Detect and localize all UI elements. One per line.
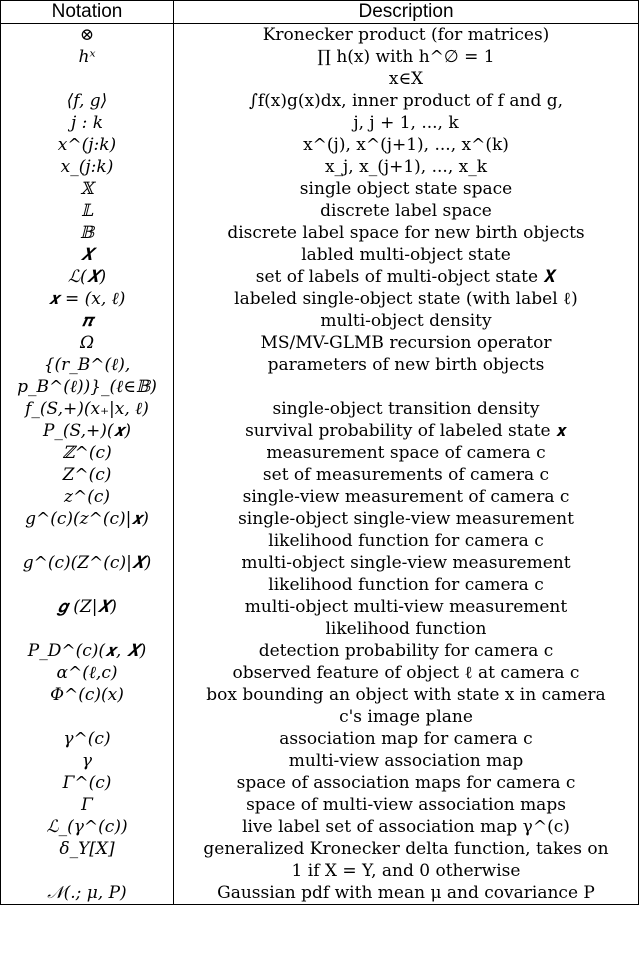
table-row [1,596,639,640]
description-line: x^(j), x^(j+1), ..., x^(k) [303,135,509,155]
notation-description [174,222,639,244]
notation-symbol: x_(j:k) [1,156,174,178]
description-line: single object state space [299,179,513,199]
description-line: detection probability for camera c [258,641,554,661]
notation-description [174,90,639,112]
notation-description [174,178,639,200]
description-line: observed feature of object ℓ at camera c [232,663,580,683]
notation-description [174,508,639,552]
description-line: association map for camera c [279,729,533,749]
notation-symbol: Φ^(c)(x) [1,684,174,728]
notation-symbol: γ^(c) [1,728,174,750]
notation-symbol: Γ^(c) [1,772,174,794]
table-row [1,882,639,905]
table-row [1,156,639,178]
description-line: x∈X [388,69,424,89]
notation-description [174,354,639,398]
notation-symbol: δ_Y[X] [1,838,174,882]
description-line: likelihood function [325,619,487,639]
notation-symbol: ⟨f, g⟩ [1,90,174,112]
table-row [1,794,639,816]
table-row [1,24,639,47]
notation-description [174,420,639,442]
table-row [1,420,639,442]
description-line: likelihood function for camera c [268,531,544,551]
description-line: MS/MV-GLMB recursion operator [260,333,552,353]
description-line: generalized Kronecker delta function, takes on [203,839,609,859]
table-row [1,464,639,486]
notation-symbol: P_D^(c)(𝒙, 𝑿) [1,640,174,662]
notation-description [174,662,639,684]
description-line: labeled single-object state (with label ℓ) [234,289,578,309]
table-row [1,46,639,90]
table-row [1,772,639,794]
description-line: ∫f(x)g(x)dx, inner product of f and g, [248,91,564,111]
description-line: Kronecker product (for matrices) [262,25,550,45]
description-line: box bounding an object with state x in camera [206,685,606,705]
notation-symbol: 𝔹 [1,222,174,244]
notation-symbol: {(r_B^(ℓ), p_B^(ℓ))}_(ℓ∈𝔹) [1,354,174,398]
description-line: parameters of new birth objects [267,355,545,375]
notation-symbol: Z^(c) [1,464,174,486]
notation-description [174,486,639,508]
table-row [1,112,639,134]
table-row [1,442,639,464]
description-line: live label set of association map γ^(c) [242,817,570,837]
notation-description [174,750,639,772]
table-row [1,816,639,838]
notation-symbol: g^(c)(Z^(c)|𝑿) [1,552,174,596]
description-line: space of multi-view association maps [246,795,566,815]
notation-description [174,288,639,310]
notation-description [174,112,639,134]
table-row [1,90,639,112]
table-row [1,332,639,354]
notation-symbol: z^(c) [1,486,174,508]
notation-symbol: α^(ℓ,c) [1,662,174,684]
notation-symbol: f_(S,+)(x₊|x, ℓ) [1,398,174,420]
notation-description [174,464,639,486]
table-row [1,640,639,662]
table-row [1,266,639,288]
description-line: 1 if X = Y, and 0 otherwise [291,861,521,881]
description-line: ∏ h(x) with h^∅ = 1 [317,47,495,67]
table-row [1,200,639,222]
notation-symbol: g^(c)(z^(c)|𝒙) [1,508,174,552]
description-line: single-object transition density [272,399,540,419]
description-line: survival probability of labeled state 𝒙 [245,421,567,441]
table-row [1,508,639,552]
table-row [1,662,639,684]
notation-description [174,794,639,816]
notation-description [174,46,639,90]
table-row [1,684,639,728]
notation-symbol: ⊗ [1,24,174,47]
notation-symbol: 𝒈 (Z|𝑿) [1,596,174,640]
header-row [1,1,639,24]
table-row [1,838,639,882]
description-line: space of association maps for camera c [236,773,576,793]
notation-symbol: Γ [1,794,174,816]
table-row [1,398,639,420]
description-line: set of labels of multi-object state 𝑿 [255,267,557,287]
description-line: Gaussian pdf with mean μ and covariance P [217,883,595,903]
notation-description [174,728,639,750]
notation-description [174,772,639,794]
description-line: labled multi-object state [301,245,511,265]
notation-symbol: 𝕃 [1,200,174,222]
table-row [1,134,639,156]
notation-symbol: hˣ [1,46,174,90]
table-row [1,222,639,244]
notation-description [174,310,639,332]
notation-description [174,244,639,266]
notation-description [174,332,639,354]
notation-description [174,882,639,905]
description-line: multi-object density [320,311,492,331]
table-row [1,750,639,772]
notation-description [174,640,639,662]
table-row [1,486,639,508]
notation-description [174,200,639,222]
description-line: discrete label space for new birth objects [227,223,585,243]
notation-symbol: ℒ(𝑿) [1,266,174,288]
notation-description [174,156,639,178]
notation-symbol: P_(S,+)(𝒙) [1,420,174,442]
notation-description [174,816,639,838]
description-line: single-view measurement of camera c [242,487,570,507]
notation-symbol: γ [1,750,174,772]
notation-symbol: 𝒩(.; μ, P) [1,882,174,905]
notation-symbol: x^(j:k) [1,134,174,156]
notation-description [174,552,639,596]
notation-description [174,684,639,728]
notation-description [174,266,639,288]
table-row [1,354,639,398]
description-line: j, j + 1, ..., k [353,113,459,133]
description-line: multi-view association map [288,751,524,771]
description-line: x_j, x_(j+1), ..., x_k [324,157,488,177]
notation-symbol: ℤ^(c) [1,442,174,464]
notation-description [174,398,639,420]
notation-description [174,838,639,882]
table-row [1,178,639,200]
notation-description [174,24,639,47]
notation-symbol: ℒ_(γ^(c)) [1,816,174,838]
notation-column-header: Notation [1,1,174,24]
notation-symbol: j : k [1,112,174,134]
notation-symbol: 𝑿 [1,244,174,266]
description-line: multi-object multi-view measurement [244,597,568,617]
table-row [1,310,639,332]
notation-symbol: 𝝅 [1,310,174,332]
table-row [1,552,639,596]
description-line: multi-object single-view measurement [241,553,571,573]
notation-symbol: 𝒙 = (x, ℓ) [1,288,174,310]
notation-symbol: Ω [1,332,174,354]
description-line: measurement space of camera c [266,443,546,463]
notation-description [174,596,639,640]
description-line: likelihood function for camera c [268,575,544,595]
table-row [1,728,639,750]
description-line: c's image plane [339,707,473,727]
description-column-header: Description [174,1,639,24]
notation-description [174,442,639,464]
description-line: set of measurements of camera c [262,465,550,485]
table-row [1,244,639,266]
description-line: single-object single-view measurement [238,509,574,529]
table-row [1,288,639,310]
description-line: discrete label space [320,201,492,221]
notation-symbol: 𝕏 [1,178,174,200]
notation-description [174,134,639,156]
